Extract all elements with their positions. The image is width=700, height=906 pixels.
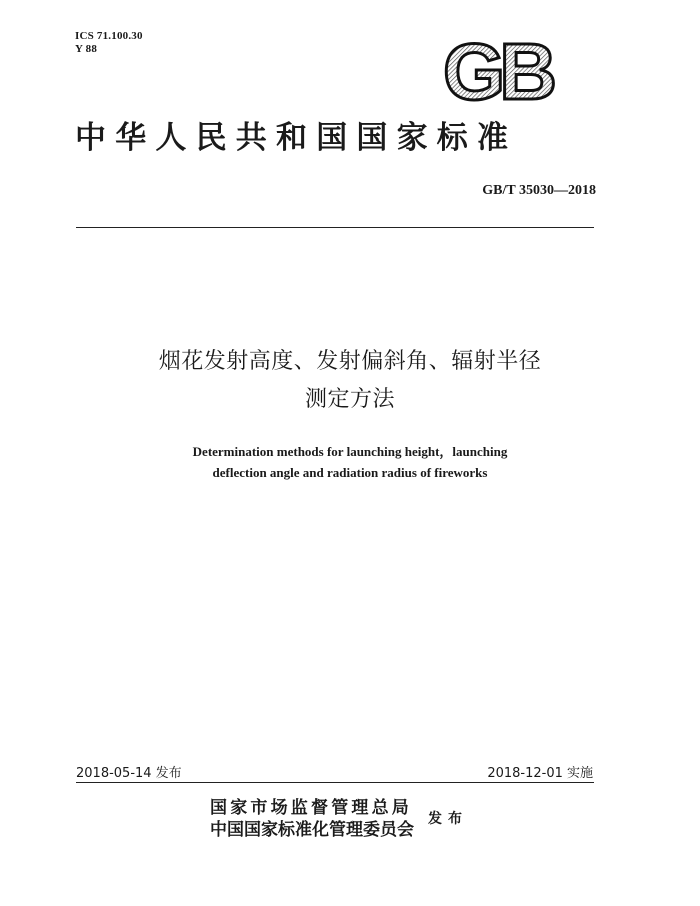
english-title-line-2: deflection angle and radiation radius of fireworks xyxy=(212,465,488,480)
header-divider xyxy=(76,227,594,228)
standard-number: GB/T 35030—2018 xyxy=(482,183,596,198)
issue-date: 2018-05-14 发布 xyxy=(76,766,182,781)
english-title-line-1: Determination methods for launching height，launching xyxy=(192,444,508,459)
implementation-date: 2018-12-01 实施 xyxy=(487,766,593,781)
issuer-sac: 中国国家标准化管理委员会 xyxy=(210,820,414,840)
gb-logo xyxy=(432,36,562,104)
gb-logo-icon xyxy=(432,36,562,104)
ics-code: ICS 71.100.30 xyxy=(75,30,143,42)
footer-divider xyxy=(76,782,594,783)
standard-organization: 中华人民共和国国家标准 xyxy=(75,120,518,156)
issuer-samr: 国家市场监督管理总局 xyxy=(210,798,412,818)
ccs-code: Y 88 xyxy=(75,43,98,55)
classification-codes xyxy=(75,30,143,56)
chinese-title-line-2: 测定方法 xyxy=(304,387,395,412)
issuing-authorities xyxy=(210,797,414,841)
english-title xyxy=(0,441,700,483)
chinese-title xyxy=(0,343,700,419)
publish-label: 发布 xyxy=(428,811,468,827)
chinese-title-line-1: 烟花发射高度、发射偏斜角、辐射半径 xyxy=(158,349,542,374)
svg-text:GB: GB xyxy=(443,36,551,104)
